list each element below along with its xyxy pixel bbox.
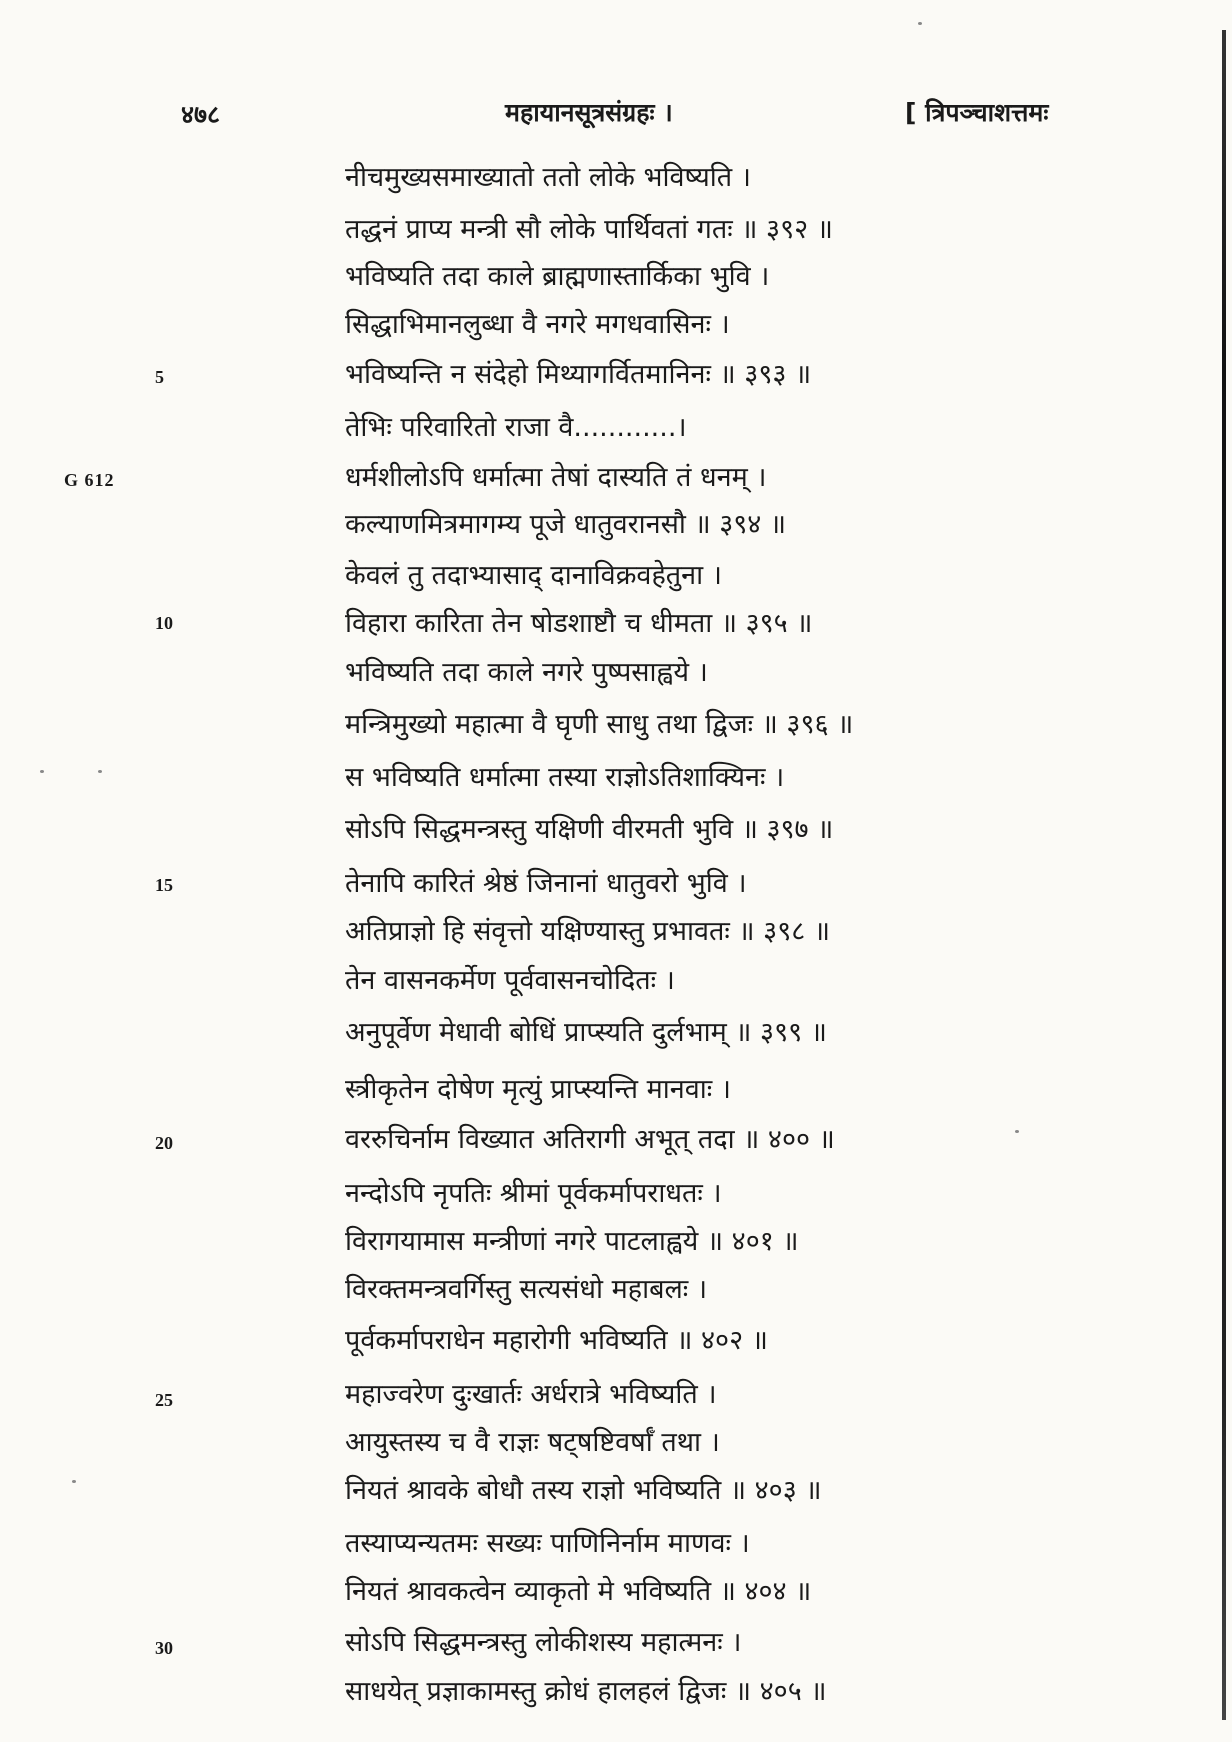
- verse-line: साधयेत् प्रज्ञाकामस्तु क्रोधं हालहलं द्विजः ॥ ४०५ ॥: [345, 1676, 827, 1707]
- verse-line: नीचमुख्यसमाख्यातो ततो लोके भविष्यति ।: [345, 162, 751, 193]
- verse-line: भविष्यति तदा काले ब्राह्मणास्तार्किका भुवि ।: [345, 261, 770, 292]
- verse-line: विरक्तमन्त्रवर्गिस्तु सत्यसंधो महाबलः ।: [345, 1274, 708, 1305]
- verse-line: नियतं श्रावके बोधौ तस्य राज्ञो भविष्यति ॥ ४०३ ॥: [345, 1475, 822, 1506]
- verse-line: स्त्रीकृतेन दोषेण मृत्युं प्राप्स्यन्ति मानवाः ।: [345, 1074, 732, 1105]
- verse-line: तस्याप्यन्यतमः सख्यः पाणिनिर्नाम माणवः ।: [345, 1528, 750, 1559]
- verse-line: भविष्यन्ति न संदेहो मिथ्यागर्वितमानिनः ॥ ३९३ ॥: [345, 359, 812, 390]
- verse-line: पूर्वकर्मापराधेन महारोगी भविष्यति ॥ ४०२ ॥: [345, 1325, 768, 1356]
- scan-edge-shadow: [1222, 30, 1226, 1720]
- verse-line: विरागयामास मन्त्रीणां नगरे पाटलाह्वये ॥ ४०१ ॥: [345, 1226, 799, 1257]
- manuscript-reference: G 612: [64, 470, 115, 490]
- verse-line: अनुपूर्वेण मेधावी बोधिं प्राप्स्यति दुर्लभाम् ॥ ३९९ ॥: [345, 1017, 827, 1048]
- running-title: महायानसूत्रसंग्रहः ।: [505, 98, 673, 127]
- verse-line: धर्मशीलोऽपि धर्मात्मा तेषां दास्यति तं धनम् ।: [345, 462, 767, 493]
- verse-line: तेभिः परिवारितो राजा वै............।: [345, 412, 687, 443]
- scan-speck: [72, 1480, 76, 1483]
- line-number: 15: [155, 875, 173, 895]
- line-number: 25: [155, 1390, 173, 1410]
- line-number: 20: [155, 1133, 173, 1153]
- verse-line: भविष्यति तदा काले नगरे पुष्पसाह्वये ।: [345, 657, 708, 688]
- verse-line: सोऽपि सिद्धमन्त्रस्तु यक्षिणी वीरमती भुवि ॥ ३९७ ॥: [345, 814, 834, 845]
- verse-line: सोऽपि सिद्धमन्त्रस्तु लोकीशस्य महात्मनः ।: [345, 1627, 742, 1658]
- verse-line: सिद्धाभिमानलुब्धा वै नगरे मगधवासिनः ।: [345, 309, 730, 340]
- verse-line: अतिप्राज्ञो हि संवृत्तो यक्षिण्यास्तु प्रभावतः ॥ ३९८ ॥: [345, 916, 831, 947]
- verse-line: तेनापि कारितं श्रेष्ठं जिनानां धातुवरो भुवि ।: [345, 868, 747, 899]
- verse-line: तद्धनं प्राप्य मन्त्री सौ लोके पार्थिवतां गतः ॥ ३९२ ॥: [345, 214, 833, 245]
- verse-line: नन्दोऽपि नृपतिः श्रीमां पूर्वकर्मापराधतः ।: [345, 1178, 722, 1209]
- verse-line: महाज्वरेण दुःखार्तः अर्धरात्रे भविष्यति ।: [345, 1379, 717, 1410]
- line-number: 10: [155, 613, 173, 633]
- verse-line: तेन वासनकर्मेण पूर्ववासनचोदितः ।: [345, 965, 675, 996]
- page-number: ४७८: [181, 100, 221, 129]
- line-number: 30: [155, 1638, 173, 1658]
- verse-line: नियतं श्रावकत्वेन व्याकृतो मे भविष्यति ॥ ४०४ ॥: [345, 1576, 812, 1607]
- verse-line: स भविष्यति धर्मात्मा तस्या राज्ञोऽतिशाक्यिनः ।: [345, 762, 785, 793]
- scan-speck: [918, 22, 922, 25]
- verse-line: कल्याणमित्रमागम्य पूजे धातुवरानसौ ॥ ३९४ ॥: [345, 509, 787, 540]
- scan-speck: [1015, 1130, 1019, 1133]
- scan-speck: [98, 770, 102, 773]
- scan-speck: [40, 770, 44, 773]
- verse-line: मन्त्रिमुख्यो महात्मा वै घृणी साधु तथा द्विजः ॥ ३९६ ॥: [345, 709, 854, 740]
- verse-line: वररुचिर्नाम विख्यात अतिरागी अभूत् तदा ॥ ४०० ॥: [345, 1124, 835, 1155]
- verse-line: केवलं तु तदाभ्यासाद् दानाविक्रवहेतुना ।: [345, 560, 722, 591]
- verse-line: आयुस्तस्य च वै राज्ञः षट्षष्टिवर्षाँ तथा ।: [345, 1427, 720, 1458]
- section-title: [ त्रिपञ्चाशत्तमः: [905, 98, 1049, 127]
- verse-line: विहारा कारिता तेन षोडशाष्टौ च धीमता ॥ ३९५ ॥: [345, 608, 813, 639]
- line-number: 5: [155, 367, 164, 387]
